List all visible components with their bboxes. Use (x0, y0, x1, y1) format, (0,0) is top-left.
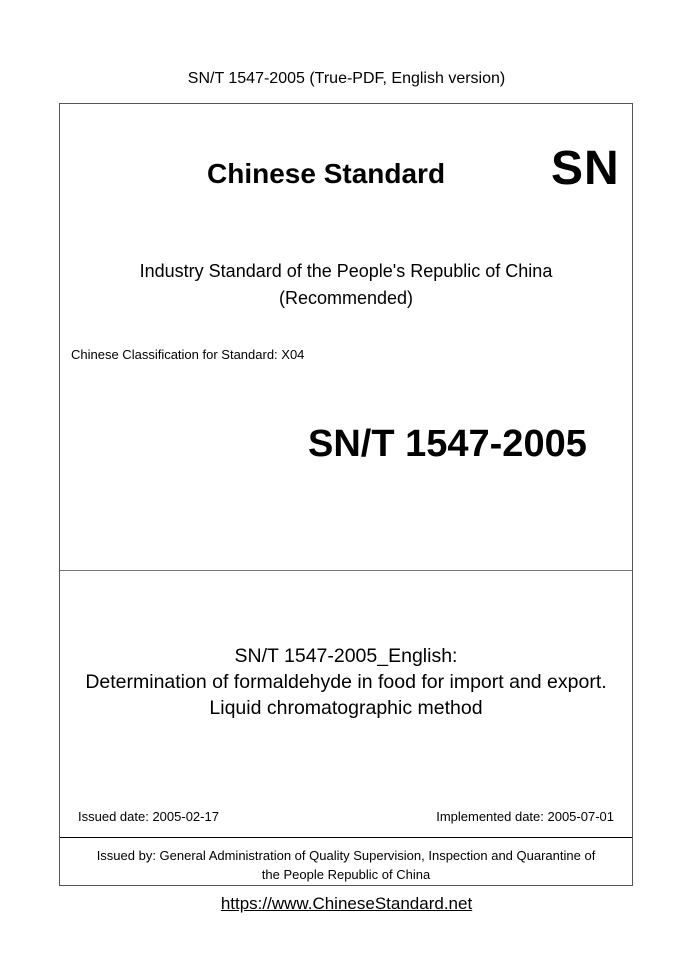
doc-title-line-2: Determination of formaldehyde in food for import and export. (85, 671, 607, 693)
industry-line-1: Industry Standard of the People's Republic of China (139, 261, 553, 281)
industry-heading (60, 258, 632, 312)
doc-title-line-3: Liquid chromatographic method (209, 697, 483, 719)
doc-title-line-1: SN/T 1547-2005_English: (234, 645, 458, 667)
sn-mark: SN (551, 142, 620, 195)
issuer-divider (60, 837, 632, 838)
standard-title: Chinese Standard (207, 158, 446, 189)
issuer-line-2: the People Republic of China (261, 867, 431, 882)
industry-line-2: (Recommended) (278, 288, 414, 308)
section-divider (60, 570, 632, 571)
implemented-date: Implemented date: 2005-07-01 (436, 809, 614, 824)
page-header: SN/T 1547-2005 (True-PDF, English version) (187, 70, 506, 87)
issued-date: Issued date: 2005-02-17 (78, 809, 219, 824)
cover-frame (59, 103, 633, 886)
document-title (60, 643, 632, 721)
issuer-block (60, 846, 632, 884)
standard-number: SN/T 1547-2005 (308, 423, 587, 465)
website-link[interactable]: https://www.ChineseStandard.net (220, 894, 473, 913)
issuer-line-1: Issued by: General Administration of Quality Supervision, Inspection and Quarantine of (96, 848, 596, 863)
classification-label: Chinese Classification for Standard: X04 (71, 347, 305, 362)
